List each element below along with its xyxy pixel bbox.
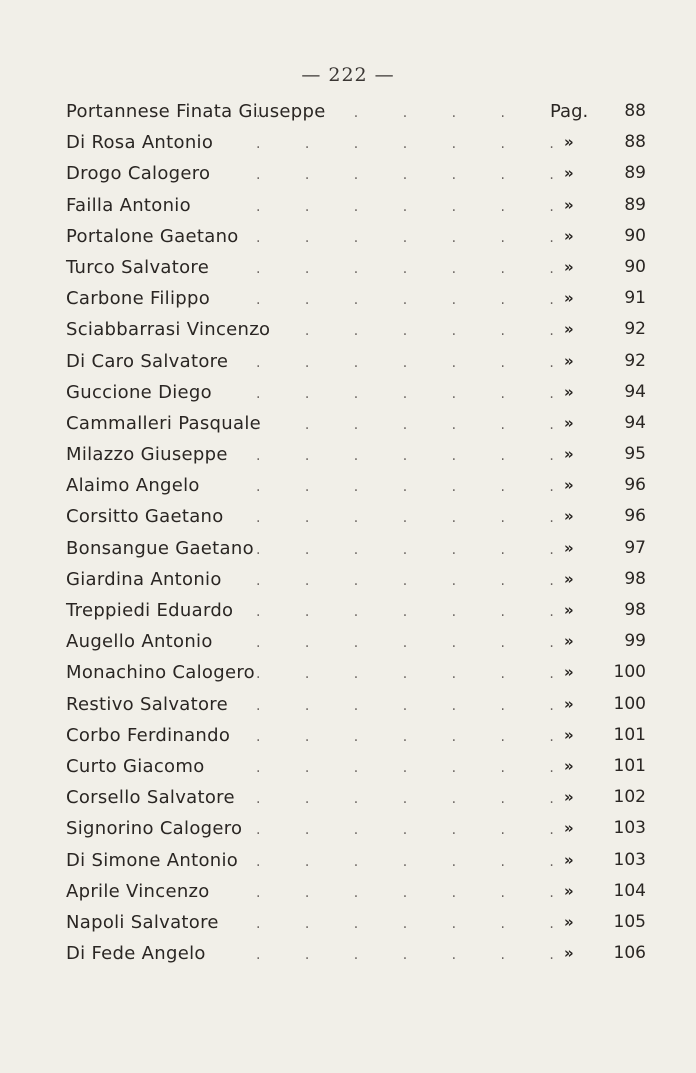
index-entry (66, 907, 656, 938)
entry-name: Carbone Filippo (66, 288, 211, 310)
ditto-mark: » (564, 476, 574, 495)
entry-name: Milazzo Giuseppe (66, 444, 228, 466)
dot-leader (256, 626, 566, 659)
index-entry (66, 283, 656, 314)
ditto-mark: » (564, 912, 574, 931)
entry-page: 91 (624, 288, 646, 309)
index-entry (66, 720, 656, 751)
ditto-mark: » (564, 413, 574, 432)
entry-page: 96 (624, 475, 646, 496)
dot-leader (256, 720, 566, 753)
ditto-mark: » (564, 445, 574, 464)
ditto-mark: » (564, 195, 574, 214)
entry-page: 100 (613, 662, 646, 683)
dot-leader (256, 938, 566, 971)
entry-page: 103 (613, 849, 646, 870)
index-entry (66, 96, 656, 127)
dot-leader (256, 190, 566, 223)
ditto-mark: » (564, 819, 574, 838)
entry-name: Portalone Gaetano (66, 225, 239, 247)
entry-name: Sciabbarrasi Vincenzo (66, 319, 271, 341)
index-entry (66, 938, 656, 969)
entry-name: Di Caro Salvatore (66, 350, 229, 372)
entry-name: Alaimo Angelo (66, 475, 200, 497)
entry-name: Cammalleri Pasquale (66, 412, 261, 434)
dot-leader (256, 158, 566, 191)
index-entry (66, 845, 656, 876)
ditto-mark: » (564, 944, 574, 963)
dot-leader (256, 408, 566, 441)
entry-page: 102 (613, 787, 646, 808)
entry-page: 101 (613, 724, 646, 745)
entry-name: Restivo Salvatore (66, 693, 228, 715)
ditto-mark: » (564, 164, 574, 183)
dot-leader (256, 876, 566, 909)
dot-leader (256, 283, 566, 316)
ditto-mark: » (564, 226, 574, 245)
entry-page: 95 (624, 444, 646, 465)
ditto-mark: » (564, 881, 574, 900)
ditto-mark: » (564, 382, 574, 401)
index-entry (66, 751, 656, 782)
dot-leader (256, 845, 566, 878)
ditto-mark: » (564, 850, 574, 869)
index-entry (66, 533, 656, 564)
entry-page: 88 (624, 101, 646, 121)
entry-name: Aprile Vincenzo (66, 880, 210, 902)
index-entry (66, 158, 656, 189)
index-entry (66, 501, 656, 532)
index-entry (66, 626, 656, 657)
entry-page: 90 (624, 256, 646, 277)
dot-leader (256, 221, 566, 254)
ditto-mark: » (564, 756, 574, 775)
index-entry (66, 470, 656, 501)
entry-name: Curto Giacomo (66, 755, 205, 777)
ditto-mark: » (564, 725, 574, 744)
entry-name: Bonsangue Gaetano (66, 537, 254, 559)
entry-name: Drogo Calogero (66, 163, 211, 185)
entry-name: Napoli Salvatore (66, 911, 219, 933)
entry-page: 94 (624, 412, 646, 433)
index-entry (66, 564, 656, 595)
dot-leader (256, 782, 566, 815)
entry-page: 100 (613, 693, 646, 714)
dot-leader (256, 751, 566, 784)
entry-name: Corsello Salvatore (66, 787, 235, 809)
index-entry (66, 190, 656, 221)
index-entry (66, 439, 656, 470)
entry-name: Monachino Calogero (66, 662, 255, 684)
entry-name: Di Fede Angelo (66, 943, 206, 965)
dot-leader (256, 96, 526, 129)
entry-page: 105 (613, 911, 646, 932)
ditto-mark: » (564, 663, 574, 682)
index-entry (66, 782, 656, 813)
entry-page: 98 (624, 600, 646, 620)
dot-leader (256, 252, 566, 285)
ditto-mark: » (564, 694, 574, 713)
page-number: — 222 — (301, 64, 395, 86)
entry-name: Di Rosa Antonio (66, 132, 214, 154)
entry-page: 88 (624, 132, 646, 153)
index-entry (66, 595, 656, 626)
ditto-mark: » (564, 257, 574, 276)
page-label: Pag. (550, 101, 589, 122)
entry-name: Portannese Finata Giuseppe (66, 101, 326, 122)
index-entry (66, 377, 656, 408)
ditto-mark: » (564, 320, 574, 339)
entry-page: 99 (624, 631, 646, 652)
ditto-mark: » (564, 601, 574, 619)
index-entry (66, 689, 656, 720)
index-entry (66, 346, 656, 377)
ditto-mark: » (564, 569, 574, 588)
dot-leader (256, 657, 566, 690)
ditto-mark: » (564, 632, 574, 651)
entry-page: 103 (613, 818, 646, 839)
ditto-mark: » (564, 507, 574, 526)
index-entry (66, 221, 656, 252)
dot-leader (256, 813, 566, 846)
entry-page: 101 (613, 755, 646, 776)
entry-name: Turco Salvatore (66, 256, 210, 278)
entry-page: 89 (624, 194, 646, 215)
index-entry (66, 813, 656, 844)
entry-name: Treppiedi Eduardo (66, 600, 234, 621)
ditto-mark: » (564, 289, 574, 308)
dot-leader (256, 127, 566, 160)
dot-leader (256, 907, 566, 940)
entry-page: 90 (624, 225, 646, 246)
entry-page: 89 (624, 163, 646, 184)
index-entry (66, 657, 656, 688)
index-entry (66, 252, 656, 283)
index-entry (66, 408, 656, 439)
entry-page: 92 (624, 350, 646, 371)
dot-leader (256, 314, 566, 347)
entry-page: 96 (624, 506, 646, 527)
ditto-mark: » (564, 538, 574, 557)
entry-page: 98 (624, 568, 646, 589)
entry-name: Corsitto Gaetano (66, 506, 224, 528)
dot-leader (256, 346, 566, 379)
entry-page: 94 (624, 381, 646, 402)
ditto-mark: » (564, 788, 574, 807)
entry-page: 106 (613, 943, 646, 964)
entry-name: Di Simone Antonio (66, 849, 239, 871)
dot-leader (256, 439, 566, 472)
dot-leader (256, 533, 566, 566)
entry-name: Signorino Calogero (66, 818, 243, 840)
entry-page: 92 (624, 319, 646, 340)
dot-leader (256, 501, 566, 534)
entry-page: 97 (624, 537, 646, 558)
entry-name: Giardina Antonio (66, 568, 222, 590)
dot-leader (256, 595, 566, 628)
entry-name: Augello Antonio (66, 631, 213, 653)
index-entry (66, 876, 656, 907)
ditto-mark: » (564, 133, 574, 152)
entry-name: Corbo Ferdinando (66, 724, 231, 746)
entry-page: 104 (613, 880, 646, 901)
index-entry (66, 127, 656, 158)
ditto-mark: » (564, 351, 574, 370)
entry-name: Guccione Diego (66, 381, 212, 403)
dot-leader (256, 689, 566, 722)
dot-leader (256, 377, 566, 410)
index-list (66, 96, 656, 969)
dot-leader (256, 564, 566, 597)
dot-leader (256, 470, 566, 503)
entry-name: Failla Antonio (66, 194, 191, 216)
index-entry (66, 314, 656, 345)
